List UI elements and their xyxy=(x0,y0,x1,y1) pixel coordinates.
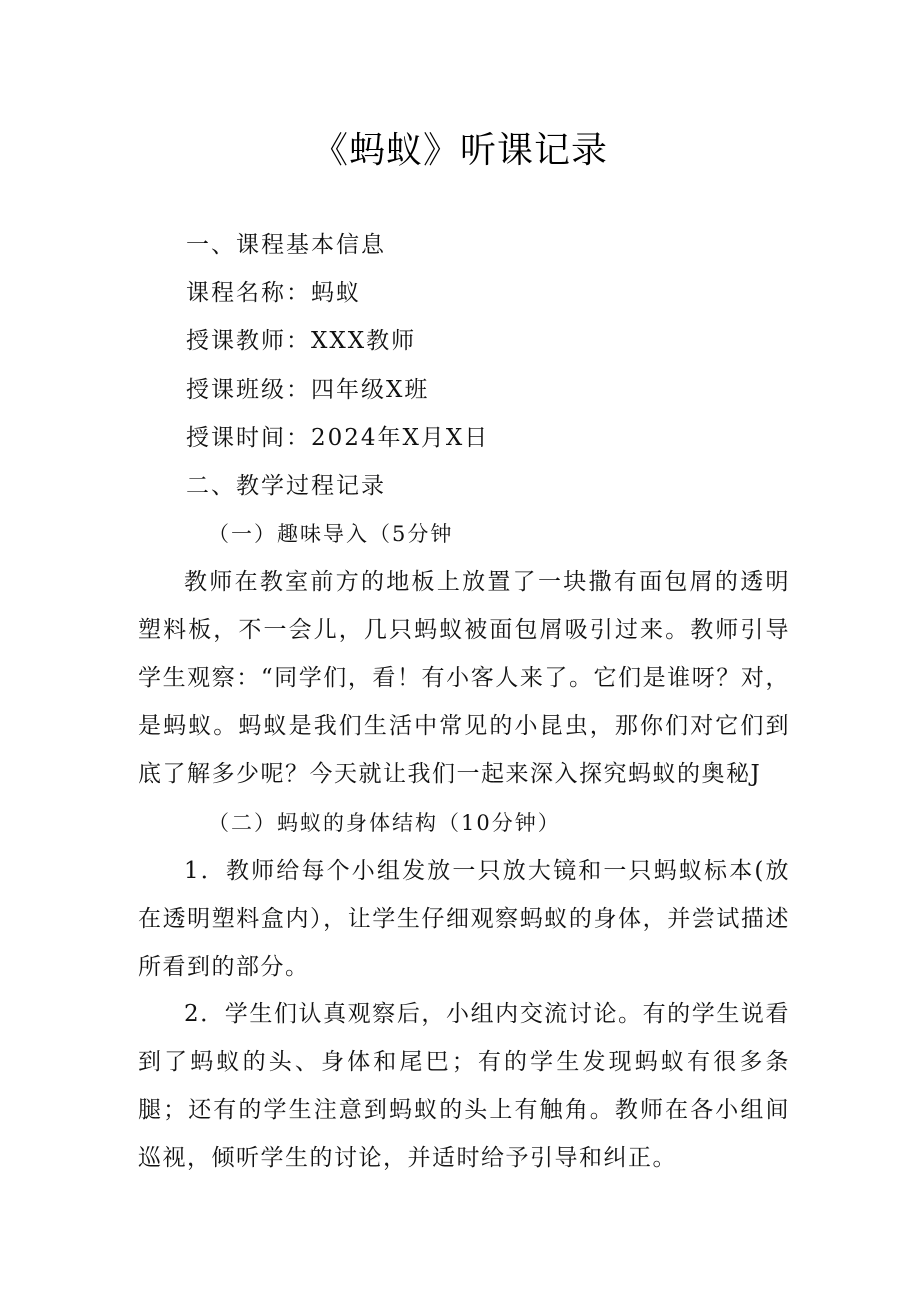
course-class: 授课班级：四年级X班 xyxy=(186,377,430,403)
section-heading-basic-info: 一、课程基本信息 xyxy=(186,232,386,258)
subsection-heading-intro: （一）趣味导入（5分钟 xyxy=(208,522,454,546)
paragraph-intro: 教师在教室前方的地板上放置了一块撒有面包屑的透明塑料板，不一会儿，几只蚂蚁被面包屑吸引过来。教师引导学生观察：“同学们，看！有小客人来了。它们是谁呀？对，是蚂蚁。蚂蚁是我们生活中常见的小昆虫，那你们对它们到底了解多少呢？今天就让我们一起来深入探究蚂蚁的奥秘J xyxy=(138,569,790,787)
course-name: 课程名称：蚂蚁 xyxy=(186,280,361,306)
section-heading-teaching-process: 二、教学过程记录 xyxy=(186,473,386,499)
paragraph-item-1: 1．教师给每个小组发放一只放大镜和一只蚂蚁标本(放在透明塑料盒内），让学生仔细观察蚂蚁的身体，并尝试描述所看到的部分。 xyxy=(138,858,790,980)
paragraph-item-2: 2．学生们认真观察后，小组内交流讨论。有的学生说看到了蚂蚁的头、身体和尾巴；有的学生发现蚂蚁有很多条腿；还有的学生注意到蚂蚁的头上有触角。教师在各小组间巡视，倾听学生的讨论，并适时给予引导和纠正。 xyxy=(138,1001,790,1171)
course-teacher: 授课教师：XXX教师 xyxy=(186,328,417,354)
subsection-heading-body-structure: （二）蚂蚁的身体结构（10分钟） xyxy=(208,811,561,835)
course-time: 授课时间：2024年X月X日 xyxy=(186,425,490,451)
document-title: 《蚂蚁》听课记录 xyxy=(311,130,608,171)
